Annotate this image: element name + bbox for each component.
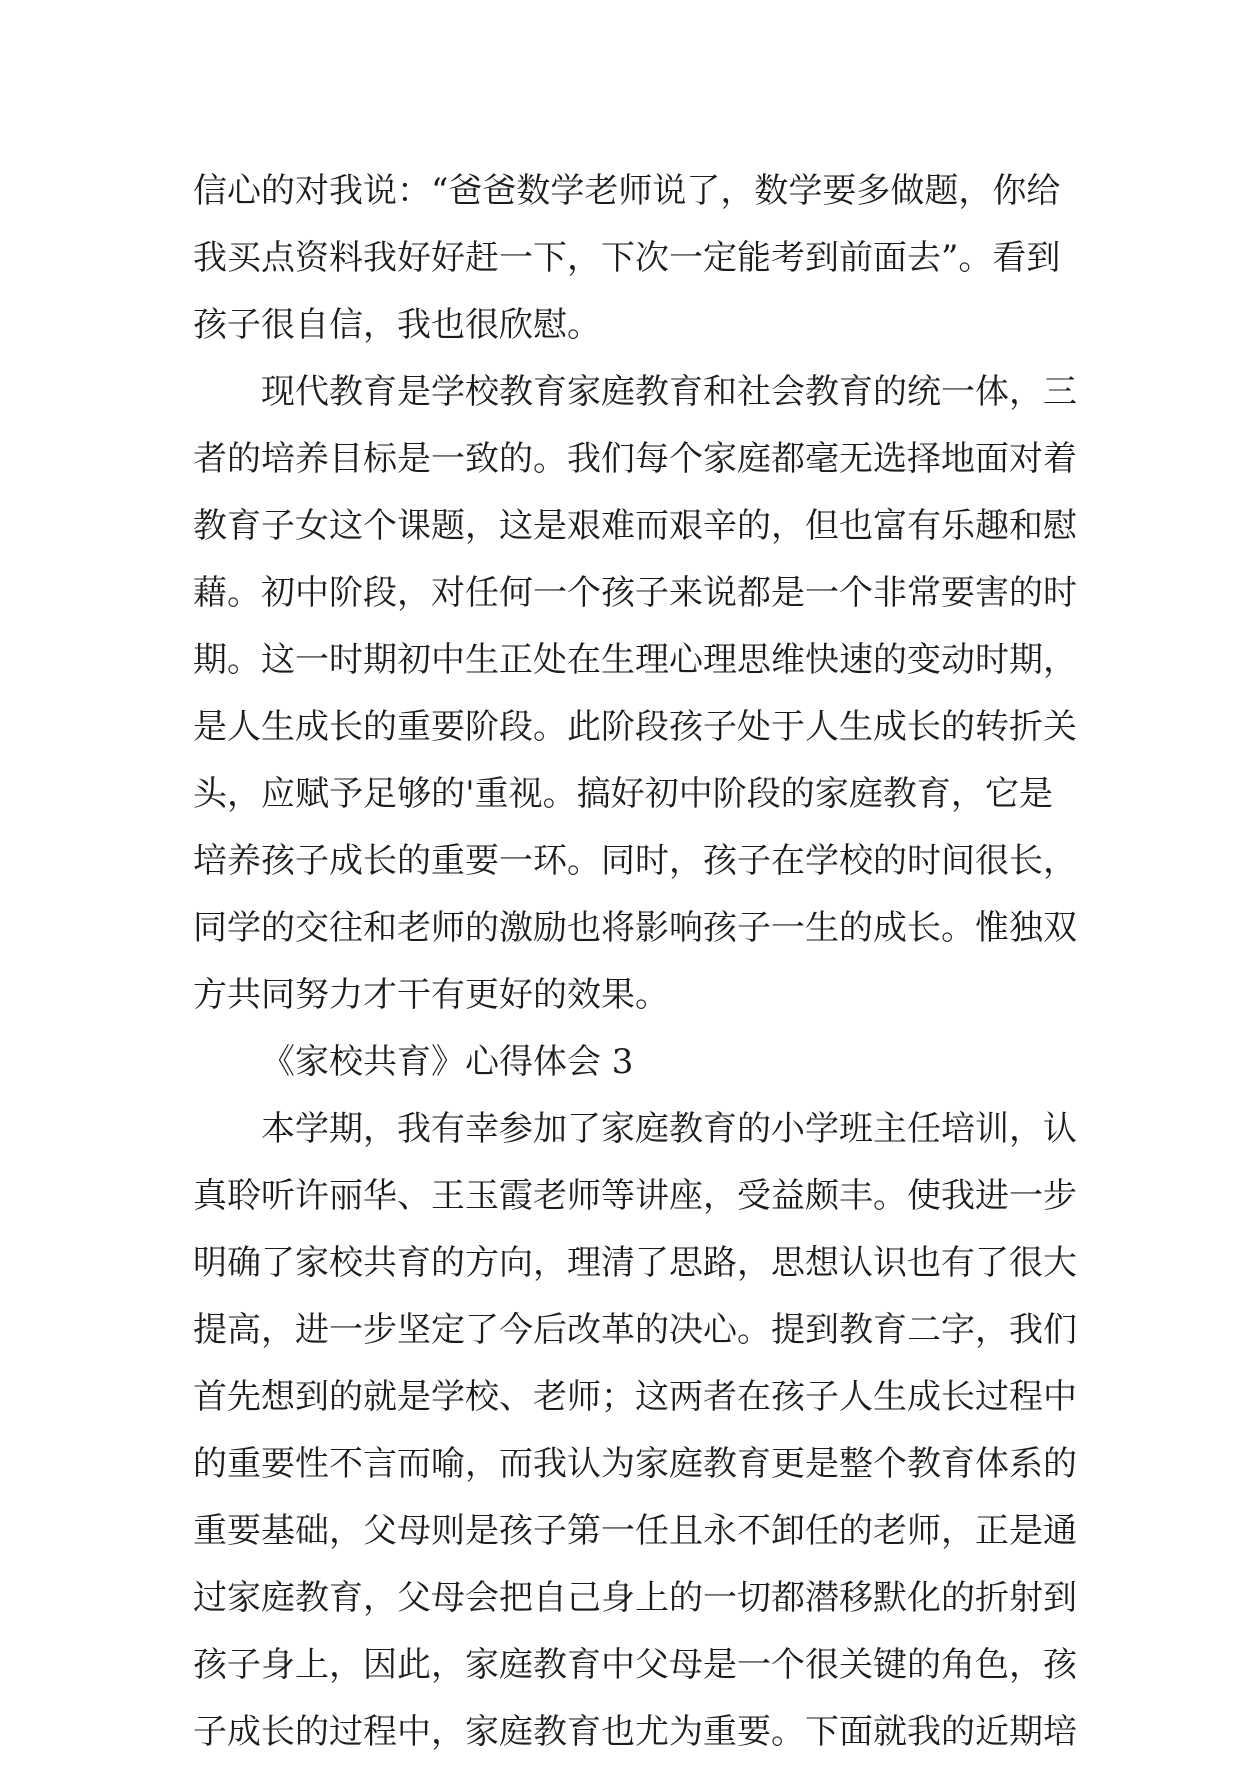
text-line: 教育子女这个课题，这是艰难而艰辛的，但也富有乐趣和慰: [193, 506, 1077, 546]
text-line: 的重要性不言而喻，而我认为家庭教育更是整个教育体系的: [193, 1444, 1077, 1484]
text-line: 真聆听许丽华、王玉霞老师等讲座，受益颇丰。使我进一步: [193, 1176, 1077, 1216]
text-line: 过家庭教育，父母会把自己身上的一切都潜移默化的折射到: [193, 1578, 1077, 1618]
section-heading: 《家校共育》心得体会 3: [261, 1042, 634, 1082]
text-line: 同学的交往和老师的激励也将影响孩子一生的成长。惟独双: [193, 908, 1077, 948]
text-line: 我买点资料我好好赶一下，下次一定能考到前面去”。看到: [193, 238, 1061, 278]
text-line: 提高，进一步坚定了今后改革的决心。提到教育二字，我们: [193, 1310, 1077, 1350]
text-line: 藉。初中阶段，对任何一个孩子来说都是一个非常要害的时: [193, 573, 1077, 613]
paragraph-start-line: 本学期，我有幸参加了家庭教育的小学班主任培训，认: [261, 1109, 1077, 1149]
paragraph-start-line: 现代教育是学校教育家庭教育和社会教育的统一体，三: [261, 372, 1077, 412]
body-text: [193, 158, 1077, 1766]
text-line: 首先想到的就是学校、老师；这两者在孩子人生成长过程中: [193, 1377, 1077, 1417]
text-line: 信心的对我说：“爸爸数学老师说了，数学要多做题，你给: [193, 171, 1061, 211]
text-line: 是人生成长的重要阶段。此阶段孩子处于人生成长的转折关: [193, 707, 1077, 747]
text-line: 期。这一时期初中生正处在生理心理思维快速的变动时期，: [193, 640, 1077, 680]
text-line: 子成长的过程中，家庭教育也尤为重要。下面就我的近期培: [193, 1712, 1077, 1752]
text-line: 孩子身上，因此，家庭教育中父母是一个很关键的角色，孩: [193, 1645, 1077, 1685]
text-line: 孩子很自信，我也很欣慰。: [193, 305, 601, 345]
text-line: 方共同努力才干有更好的效果。: [193, 975, 669, 1015]
text-line: 重要基础，父母则是孩子第一任且永不卸任的老师，正是通: [193, 1511, 1077, 1551]
text-line: 明确了家校共育的方向，理清了思路，思想认识也有了很大: [193, 1243, 1077, 1283]
text-line: 头，应赋予足够的'重视。搞好初中阶段的家庭教育，它是: [193, 774, 1053, 814]
text-line: 培养孩子成长的重要一环。同时，孩子在学校的时间很长，: [193, 841, 1077, 881]
text-line: 者的培养目标是一致的。我们每个家庭都毫无选择地面对着: [193, 439, 1077, 479]
